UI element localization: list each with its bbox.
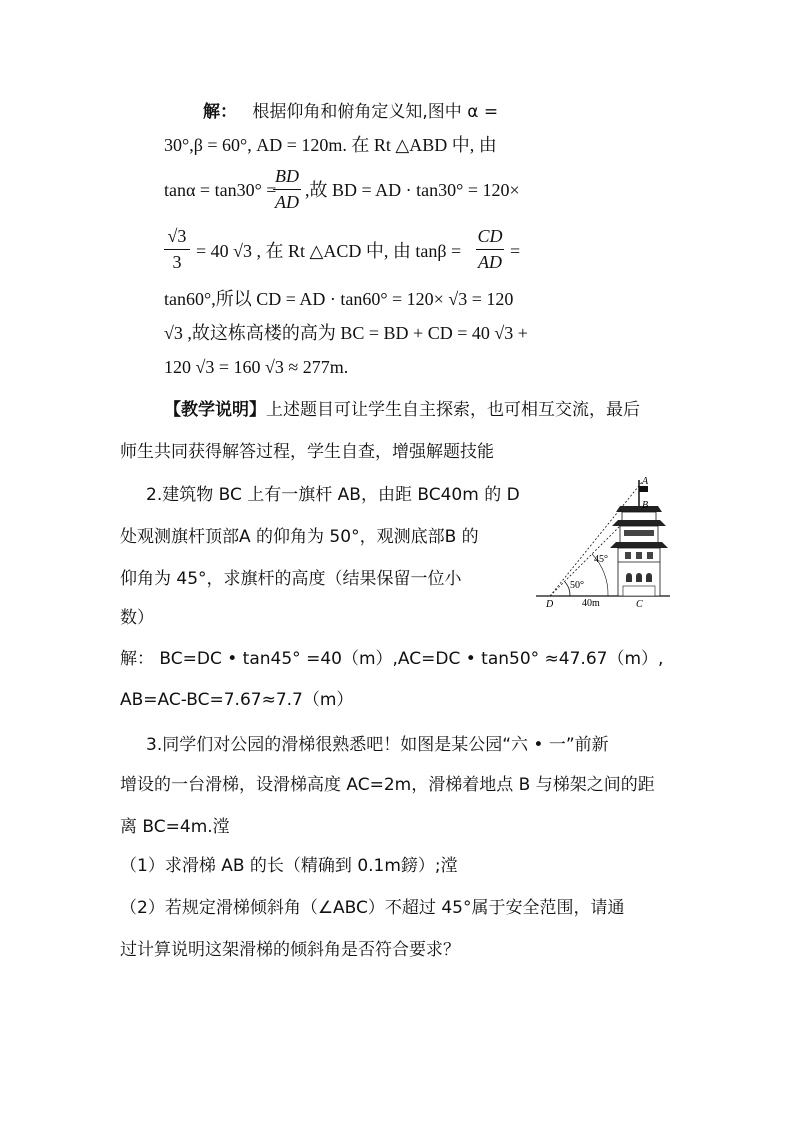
label-c: C	[636, 599, 643, 610]
fraction-sqrt3-3	[164, 226, 190, 273]
solution1-line2: 30°,β = 60°, AD = 120m. 在 Rt △ABD 中, 由	[164, 135, 497, 155]
fraction-numerator: √3	[167, 226, 187, 246]
solution1-line6: √3 ,故这栋高楼的高为 BC = BD + CD = 40 √3 +	[164, 323, 528, 343]
label-b: B	[642, 500, 649, 511]
problem3-question3: 过计算说明这架滑梯的倾斜角是否符合要求？	[120, 940, 460, 960]
solution1-line3-pre: tanα = tan30° =	[164, 180, 277, 200]
solution1-line5: tan60°,所以 CD = AD · tan60° = 120× √3 = 120	[164, 289, 514, 309]
problem2-solution-line1: 解： BC=DC • tan45° =40（m）,AC=DC • tan50° ≈47.67（m）,	[120, 649, 664, 669]
label-a: A	[642, 476, 649, 487]
problem2-line3: 仰角为 45°，求旗杆的高度（结果保留一位小	[120, 569, 462, 589]
solution-label: 解：	[203, 102, 237, 122]
angle-50-label: 50°	[570, 580, 584, 591]
problem2-solution-line2: AB=AC-BC=7.67≈7.7（m）	[120, 690, 354, 710]
solution1-line1: 根据仰角和俯角定义知,图中 α =	[252, 102, 499, 122]
fraction-denominator: AD	[478, 252, 502, 272]
problem2-line4: 数）	[120, 608, 154, 628]
problem3-line3: 离 BC=4m.漟	[120, 817, 230, 837]
problem3-question1: （1）求滑梯 AB 的长（精确到 0.1m鎊）;漟	[120, 856, 458, 876]
solution1-line7: 120 √3 = 160 √3 ≈ 277m.	[164, 357, 349, 377]
fraction-bd-ad	[273, 166, 301, 213]
fraction-numerator: CD	[477, 226, 503, 246]
problem3-line2: 增设的一台滑梯，设滑梯高度 AC=2m，滑梯着地点 B 与梯架之间的距	[120, 775, 655, 795]
solution1-line4-post: =	[510, 241, 521, 261]
angle-45-label: 45°	[594, 554, 608, 565]
solution1-line3-post: ,故 BD = AD · tan30° = 120×	[305, 180, 520, 200]
label-d: D	[546, 599, 554, 610]
problem3-line1: 3.同学们对公园的滑梯很熟悉吧！如图是某公园“六 • 一”前新	[146, 735, 609, 755]
note-label: 【教学说明】	[164, 400, 266, 420]
fraction-cd-ad	[476, 226, 504, 273]
solution1-line4-mid: = 40 √3 , 在 Rt △ACD 中, 由 tanβ =	[196, 241, 462, 261]
building-figure	[530, 476, 678, 612]
problem2-line2: 处观测旗杆顶部A 的仰角为 50°，观测底部B 的	[120, 527, 479, 547]
problem2-line1: 2.建筑物 BC 上有一旗杆 AB，由距 BC40m 的 D	[146, 485, 520, 505]
distance-label: 40m	[582, 598, 600, 609]
fraction-numerator: BD	[275, 166, 299, 186]
note-line1: 上述题目可让学生自主探索，也可相互交流，最后	[266, 400, 640, 420]
problem3-question2: （2）若规定滑梯倾斜角（∠ABC）不超过 45°属于安全范围，请通	[120, 898, 625, 918]
fraction-denominator: AD	[275, 192, 299, 212]
fraction-denominator: 3	[172, 252, 182, 272]
note-line2: 师生共同获得解答过程，学生自查，增强解题技能	[120, 442, 494, 462]
